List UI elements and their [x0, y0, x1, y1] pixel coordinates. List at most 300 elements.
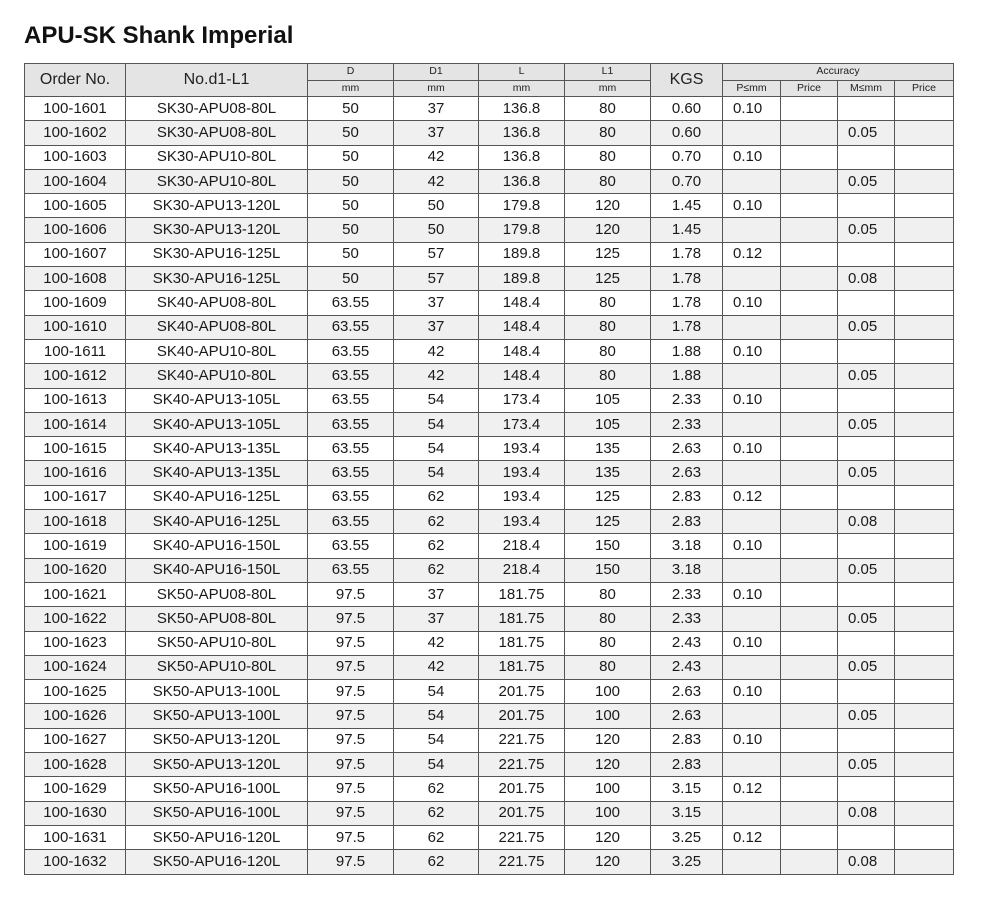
cell-d1: 50: [394, 218, 479, 242]
cell-model: SK50-APU13-100L: [126, 704, 308, 728]
cell-l1: 120: [565, 825, 651, 849]
cell-order-no: 100-1612: [25, 364, 126, 388]
cell-d1: 42: [394, 339, 479, 363]
cell-m-price: [895, 607, 954, 631]
cell-order-no: 100-1621: [25, 582, 126, 606]
cell-d: 97.5: [308, 582, 394, 606]
cell-l: 136.8: [479, 97, 565, 121]
cell-m-mm: [838, 485, 895, 509]
cell-kgs: 1.45: [651, 194, 723, 218]
cell-model: SK50-APU16-120L: [126, 825, 308, 849]
cell-d1: 37: [394, 582, 479, 606]
cell-m-mm: [838, 680, 895, 704]
cell-p-price: [781, 728, 838, 752]
cell-m-price: [895, 242, 954, 266]
cell-m-mm: 0.05: [838, 704, 895, 728]
cell-model: SK50-APU16-100L: [126, 777, 308, 801]
cell-l: 148.4: [479, 315, 565, 339]
cell-model: SK40-APU10-80L: [126, 339, 308, 363]
cell-d: 97.5: [308, 680, 394, 704]
cell-p-price: [781, 97, 838, 121]
cell-l: 136.8: [479, 121, 565, 145]
cell-kgs: 1.78: [651, 291, 723, 315]
cell-m-price: [895, 339, 954, 363]
header-order-no: Order No.: [25, 64, 126, 97]
header-d1-unit: mm: [394, 80, 479, 97]
cell-l1: 125: [565, 510, 651, 534]
cell-d: 50: [308, 218, 394, 242]
cell-p-price: [781, 631, 838, 655]
cell-m-price: [895, 485, 954, 509]
cell-kgs: 0.60: [651, 97, 723, 121]
cell-l1: 135: [565, 461, 651, 485]
cell-p-mm: [723, 218, 781, 242]
cell-l: 221.75: [479, 728, 565, 752]
cell-m-price: [895, 825, 954, 849]
cell-m-mm: 0.05: [838, 558, 895, 582]
cell-kgs: 2.83: [651, 510, 723, 534]
cell-p-mm: 0.10: [723, 437, 781, 461]
cell-d1: 62: [394, 510, 479, 534]
cell-kgs: 2.33: [651, 412, 723, 436]
cell-order-no: 100-1605: [25, 194, 126, 218]
cell-d1: 62: [394, 485, 479, 509]
cell-p-price: [781, 510, 838, 534]
cell-p-price: [781, 485, 838, 509]
cell-p-mm: 0.10: [723, 97, 781, 121]
cell-model: SK50-APU08-80L: [126, 607, 308, 631]
cell-l1: 80: [565, 339, 651, 363]
cell-kgs: 0.70: [651, 169, 723, 193]
cell-model: SK50-APU10-80L: [126, 655, 308, 679]
cell-order-no: 100-1629: [25, 777, 126, 801]
cell-p-price: [781, 582, 838, 606]
cell-l: 173.4: [479, 412, 565, 436]
table-row: [25, 267, 954, 291]
header-p-price: Price: [781, 80, 838, 97]
cell-model: SK40-APU16-125L: [126, 485, 308, 509]
cell-p-price: [781, 145, 838, 169]
cell-kgs: 3.18: [651, 534, 723, 558]
cell-kgs: 1.78: [651, 267, 723, 291]
cell-l: 218.4: [479, 558, 565, 582]
table-row: [25, 704, 954, 728]
cell-l1: 80: [565, 121, 651, 145]
cell-m-price: [895, 728, 954, 752]
cell-m-mm: [838, 825, 895, 849]
cell-order-no: 100-1631: [25, 825, 126, 849]
cell-p-mm: [723, 267, 781, 291]
table-row: [25, 437, 954, 461]
cell-p-price: [781, 777, 838, 801]
cell-model: SK50-APU13-120L: [126, 728, 308, 752]
cell-l: 201.75: [479, 801, 565, 825]
cell-order-no: 100-1622: [25, 607, 126, 631]
cell-order-no: 100-1614: [25, 412, 126, 436]
cell-l: 136.8: [479, 169, 565, 193]
cell-d: 97.5: [308, 801, 394, 825]
cell-p-price: [781, 753, 838, 777]
header-kgs: KGS: [651, 64, 723, 97]
cell-p-mm: 0.10: [723, 291, 781, 315]
cell-d1: 37: [394, 121, 479, 145]
cell-l: 148.4: [479, 364, 565, 388]
cell-model: SK30-APU10-80L: [126, 169, 308, 193]
cell-order-no: 100-1611: [25, 339, 126, 363]
cell-d1: 62: [394, 850, 479, 874]
cell-d1: 54: [394, 412, 479, 436]
cell-l: 218.4: [479, 534, 565, 558]
cell-l1: 80: [565, 364, 651, 388]
cell-l: 189.8: [479, 267, 565, 291]
cell-p-price: [781, 825, 838, 849]
cell-model: SK40-APU08-80L: [126, 291, 308, 315]
cell-kgs: 3.18: [651, 558, 723, 582]
cell-m-mm: 0.08: [838, 267, 895, 291]
cell-model: SK30-APU08-80L: [126, 121, 308, 145]
cell-d: 97.5: [308, 655, 394, 679]
cell-model: SK40-APU13-105L: [126, 388, 308, 412]
cell-l1: 80: [565, 631, 651, 655]
cell-p-price: [781, 680, 838, 704]
cell-p-price: [781, 388, 838, 412]
cell-d1: 42: [394, 364, 479, 388]
cell-d1: 57: [394, 267, 479, 291]
cell-l1: 125: [565, 242, 651, 266]
cell-m-mm: [838, 145, 895, 169]
cell-kgs: 3.15: [651, 801, 723, 825]
cell-l1: 80: [565, 315, 651, 339]
cell-m-mm: [838, 534, 895, 558]
cell-model: SK30-APU16-125L: [126, 267, 308, 291]
cell-model: SK50-APU13-100L: [126, 680, 308, 704]
table-row: [25, 242, 954, 266]
table-row: [25, 388, 954, 412]
cell-d1: 57: [394, 242, 479, 266]
cell-m-mm: 0.05: [838, 753, 895, 777]
cell-kgs: 1.78: [651, 315, 723, 339]
table-header: [25, 64, 954, 97]
cell-l1: 150: [565, 534, 651, 558]
header-d1: D1: [394, 64, 479, 81]
cell-p-mm: 0.10: [723, 339, 781, 363]
table-row: [25, 510, 954, 534]
table-row: [25, 194, 954, 218]
table-row: [25, 850, 954, 874]
cell-m-price: [895, 801, 954, 825]
cell-model: SK40-APU10-80L: [126, 364, 308, 388]
cell-l1: 135: [565, 437, 651, 461]
cell-l: 201.75: [479, 704, 565, 728]
cell-l1: 80: [565, 291, 651, 315]
cell-p-mm: [723, 753, 781, 777]
header-accuracy: Accuracy: [723, 64, 954, 81]
cell-d: 63.55: [308, 558, 394, 582]
table-row: [25, 145, 954, 169]
table-row: [25, 97, 954, 121]
cell-p-price: [781, 315, 838, 339]
cell-kgs: 1.45: [651, 218, 723, 242]
cell-model: SK30-APU13-120L: [126, 194, 308, 218]
cell-l1: 80: [565, 607, 651, 631]
cell-d1: 42: [394, 145, 479, 169]
cell-d: 97.5: [308, 607, 394, 631]
cell-p-mm: 0.10: [723, 582, 781, 606]
cell-l: 193.4: [479, 510, 565, 534]
table-row: [25, 534, 954, 558]
cell-p-mm: [723, 850, 781, 874]
cell-l1: 120: [565, 728, 651, 752]
table-row: [25, 485, 954, 509]
cell-p-price: [781, 534, 838, 558]
cell-p-price: [781, 121, 838, 145]
cell-p-price: [781, 655, 838, 679]
cell-model: SK50-APU13-120L: [126, 753, 308, 777]
cell-p-price: [781, 558, 838, 582]
cell-p-mm: 0.10: [723, 145, 781, 169]
cell-l1: 120: [565, 194, 651, 218]
cell-m-mm: 0.05: [838, 121, 895, 145]
cell-d1: 54: [394, 753, 479, 777]
cell-model: SK50-APU16-100L: [126, 801, 308, 825]
cell-kgs: 3.25: [651, 850, 723, 874]
cell-order-no: 100-1617: [25, 485, 126, 509]
cell-m-mm: 0.05: [838, 169, 895, 193]
cell-order-no: 100-1616: [25, 461, 126, 485]
cell-kgs: 2.33: [651, 607, 723, 631]
cell-m-price: [895, 631, 954, 655]
cell-d: 63.55: [308, 534, 394, 558]
cell-m-price: [895, 461, 954, 485]
table-row: [25, 291, 954, 315]
cell-p-mm: [723, 412, 781, 436]
cell-l1: 100: [565, 777, 651, 801]
table-row: [25, 728, 954, 752]
cell-p-price: [781, 339, 838, 363]
cell-l1: 105: [565, 388, 651, 412]
table-row: [25, 364, 954, 388]
table-row: [25, 631, 954, 655]
table-row: [25, 655, 954, 679]
cell-d: 63.55: [308, 412, 394, 436]
cell-m-mm: [838, 291, 895, 315]
header-m-price: Price: [895, 80, 954, 97]
cell-order-no: 100-1607: [25, 242, 126, 266]
cell-p-mm: [723, 121, 781, 145]
cell-order-no: 100-1619: [25, 534, 126, 558]
table-row: [25, 825, 954, 849]
cell-d: 63.55: [308, 485, 394, 509]
cell-m-mm: 0.05: [838, 607, 895, 631]
cell-p-price: [781, 169, 838, 193]
cell-m-mm: [838, 242, 895, 266]
cell-order-no: 100-1623: [25, 631, 126, 655]
cell-m-price: [895, 194, 954, 218]
cell-d: 50: [308, 145, 394, 169]
cell-m-price: [895, 582, 954, 606]
cell-d: 50: [308, 121, 394, 145]
cell-d: 63.55: [308, 339, 394, 363]
table-body: [25, 97, 954, 875]
cell-order-no: 100-1613: [25, 388, 126, 412]
cell-d1: 54: [394, 461, 479, 485]
table-row: [25, 315, 954, 339]
header-l-unit: mm: [479, 80, 565, 97]
cell-l1: 105: [565, 412, 651, 436]
cell-kgs: 1.78: [651, 242, 723, 266]
cell-kgs: 2.33: [651, 582, 723, 606]
cell-model: SK30-APU10-80L: [126, 145, 308, 169]
cell-d: 63.55: [308, 315, 394, 339]
cell-order-no: 100-1632: [25, 850, 126, 874]
cell-order-no: 100-1620: [25, 558, 126, 582]
header-d: D: [308, 64, 394, 81]
cell-p-price: [781, 412, 838, 436]
table-row: [25, 777, 954, 801]
cell-d1: 62: [394, 534, 479, 558]
cell-order-no: 100-1615: [25, 437, 126, 461]
product-table: [24, 63, 954, 875]
table-row: [25, 607, 954, 631]
cell-m-price: [895, 291, 954, 315]
table-row: [25, 680, 954, 704]
cell-l1: 80: [565, 169, 651, 193]
cell-d: 63.55: [308, 461, 394, 485]
cell-p-price: [781, 364, 838, 388]
cell-d: 50: [308, 169, 394, 193]
cell-order-no: 100-1603: [25, 145, 126, 169]
cell-m-price: [895, 510, 954, 534]
cell-d1: 37: [394, 97, 479, 121]
cell-m-price: [895, 534, 954, 558]
cell-kgs: 0.70: [651, 145, 723, 169]
cell-m-price: [895, 218, 954, 242]
cell-kgs: 0.60: [651, 121, 723, 145]
cell-order-no: 100-1628: [25, 753, 126, 777]
cell-kgs: 1.88: [651, 364, 723, 388]
cell-model: SK40-APU08-80L: [126, 315, 308, 339]
cell-order-no: 100-1608: [25, 267, 126, 291]
cell-l: 221.75: [479, 850, 565, 874]
cell-d1: 54: [394, 680, 479, 704]
cell-d1: 37: [394, 291, 479, 315]
cell-model: SK50-APU10-80L: [126, 631, 308, 655]
cell-d1: 42: [394, 655, 479, 679]
cell-m-price: [895, 753, 954, 777]
cell-m-mm: [838, 388, 895, 412]
header-m-mm: M≤mm: [838, 80, 895, 97]
page-title: APU-SK Shank Imperial: [24, 22, 294, 49]
cell-m-mm: [838, 97, 895, 121]
cell-m-mm: 0.05: [838, 218, 895, 242]
cell-p-mm: 0.10: [723, 388, 781, 412]
cell-m-price: [895, 558, 954, 582]
table-row: [25, 169, 954, 193]
cell-kgs: 2.83: [651, 485, 723, 509]
cell-l: 181.75: [479, 607, 565, 631]
cell-order-no: 100-1618: [25, 510, 126, 534]
cell-d1: 54: [394, 728, 479, 752]
cell-d: 63.55: [308, 437, 394, 461]
cell-d1: 62: [394, 825, 479, 849]
cell-l: 148.4: [479, 339, 565, 363]
cell-m-price: [895, 437, 954, 461]
cell-l1: 100: [565, 704, 651, 728]
cell-l: 136.8: [479, 145, 565, 169]
cell-l: 193.4: [479, 437, 565, 461]
cell-p-mm: [723, 364, 781, 388]
cell-kgs: 3.25: [651, 825, 723, 849]
cell-m-mm: [838, 437, 895, 461]
cell-p-mm: [723, 461, 781, 485]
cell-d1: 54: [394, 388, 479, 412]
cell-d1: 37: [394, 607, 479, 631]
cell-p-mm: 0.12: [723, 485, 781, 509]
cell-d: 97.5: [308, 704, 394, 728]
table-row: [25, 558, 954, 582]
cell-p-price: [781, 437, 838, 461]
cell-m-mm: [838, 194, 895, 218]
cell-l: 179.8: [479, 218, 565, 242]
cell-m-price: [895, 388, 954, 412]
cell-p-mm: [723, 315, 781, 339]
header-l: L: [479, 64, 565, 81]
cell-m-price: [895, 97, 954, 121]
cell-m-price: [895, 121, 954, 145]
cell-order-no: 100-1604: [25, 169, 126, 193]
cell-m-price: [895, 169, 954, 193]
cell-l: 193.4: [479, 485, 565, 509]
cell-d: 63.55: [308, 291, 394, 315]
cell-p-mm: 0.10: [723, 631, 781, 655]
cell-l: 193.4: [479, 461, 565, 485]
cell-p-mm: [723, 558, 781, 582]
header-l1-unit: mm: [565, 80, 651, 97]
header-p-mm: P≤mm: [723, 80, 781, 97]
cell-p-mm: [723, 510, 781, 534]
cell-kgs: 2.83: [651, 728, 723, 752]
cell-d: 97.5: [308, 777, 394, 801]
cell-p-mm: [723, 607, 781, 631]
cell-kgs: 2.63: [651, 680, 723, 704]
cell-l: 179.8: [479, 194, 565, 218]
cell-d1: 50: [394, 194, 479, 218]
cell-order-no: 100-1630: [25, 801, 126, 825]
table-row: [25, 121, 954, 145]
cell-p-price: [781, 291, 838, 315]
cell-l1: 125: [565, 485, 651, 509]
cell-l1: 80: [565, 97, 651, 121]
cell-l: 201.75: [479, 777, 565, 801]
cell-p-mm: [723, 169, 781, 193]
cell-order-no: 100-1606: [25, 218, 126, 242]
cell-p-mm: 0.12: [723, 825, 781, 849]
cell-p-mm: 0.12: [723, 777, 781, 801]
cell-model: SK40-APU16-150L: [126, 534, 308, 558]
table-row: [25, 218, 954, 242]
cell-kgs: 2.83: [651, 753, 723, 777]
cell-model: SK50-APU08-80L: [126, 582, 308, 606]
cell-m-price: [895, 655, 954, 679]
cell-m-mm: 0.05: [838, 461, 895, 485]
cell-m-mm: 0.05: [838, 364, 895, 388]
cell-d: 50: [308, 194, 394, 218]
cell-order-no: 100-1627: [25, 728, 126, 752]
cell-d1: 54: [394, 437, 479, 461]
cell-kgs: 2.63: [651, 437, 723, 461]
cell-order-no: 100-1601: [25, 97, 126, 121]
cell-kgs: 2.63: [651, 461, 723, 485]
